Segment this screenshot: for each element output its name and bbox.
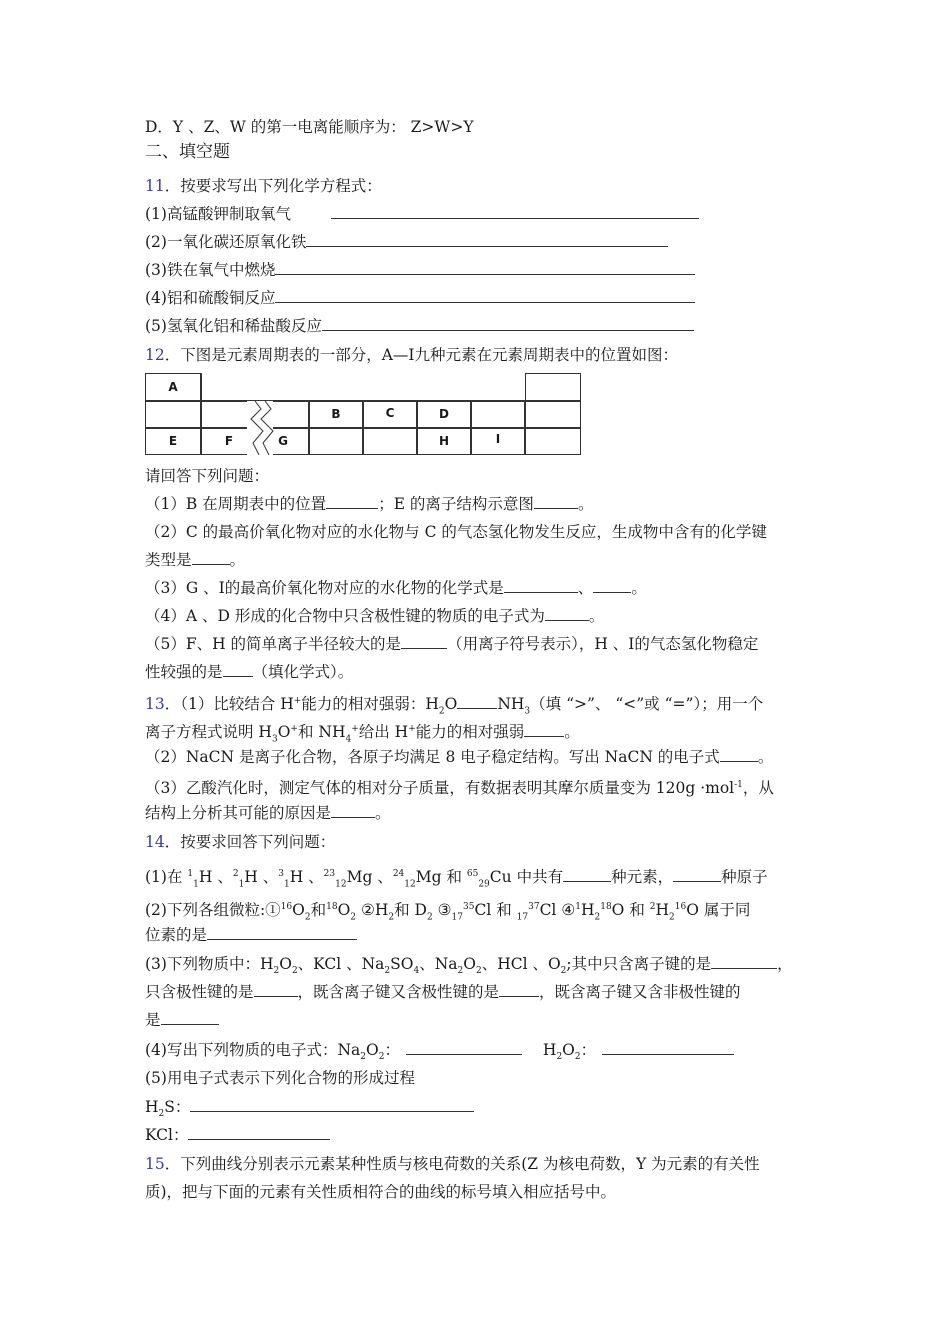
answer-blank[interactable] (326, 494, 378, 509)
answer-blank[interactable] (192, 550, 230, 565)
answer-blank[interactable] (188, 1125, 330, 1140)
q14-line1: (1)在 $^1_1$H 、$^2_1$H 、$^3_1$H 、$^{23}_{12}$Mg 、$^{24}_{12}$Mg 和 $^{65}_{29}$Cu 中共有 种元素， 种原子 (145, 868, 768, 890)
q14-line5: 只含极性键的是 ，既含离子键又含极性键的是 ，既含离子键又含非极性键的 (145, 983, 741, 1001)
cell-g: G (257, 428, 309, 455)
q11-item-2: (2)一氧化碳还原氧化铁 (145, 232, 668, 252)
cell-row1-gap (201, 373, 525, 401)
answer-blank[interactable] (322, 316, 694, 331)
cell-d: D (417, 401, 471, 428)
q13-number: 13 (145, 695, 165, 714)
q15-line1: 15．下列曲线分别表示元素某种性质与核电荷数的关系(Z 为核电荷数，Y 为元素的有关性 (145, 1155, 760, 1173)
q14-line3: 位素的是 (145, 925, 357, 945)
answer-blank[interactable] (499, 982, 539, 997)
answer-blank[interactable] (401, 634, 447, 649)
q12-part5-cont: 性较强的是 （填化学式）。 (145, 663, 354, 681)
answer-blank[interactable] (545, 606, 589, 621)
cell-b: B (309, 401, 363, 428)
q12-part1: （1）B 在周期表中的位置 ；E 的离子结构示意图 。 (145, 495, 594, 513)
q12-stem: 12．下图是元素周期表的一部分，A—I九种元素在元素周期表中的位置如图： (145, 346, 679, 364)
answer-blank[interactable] (602, 1040, 734, 1055)
q12-prompt: 请回答下列问题： (145, 467, 270, 485)
cell-top-right (525, 373, 581, 401)
answer-blank[interactable] (190, 1097, 474, 1112)
cell-row3-4 (309, 428, 363, 455)
answer-blank[interactable] (275, 260, 695, 275)
q13-line2: 离子方程式说明 $H_3O^+$和 $NH_4^+$给出 H+能力的相对强弱 。 (145, 723, 580, 745)
answer-blank[interactable] (711, 954, 777, 969)
answer-blank[interactable] (254, 982, 298, 997)
answer-blank[interactable] (563, 867, 611, 882)
q14-line4: (3)下列物质中：$H_2O_2$、KCl 、$Na_2SO_4$、$Na_2O_2$、HCl 、$O_2$;其中只含离子键的是 ， (145, 955, 793, 977)
q12-part3: （3）G 、I的最高价氧化物对应的水化物的化学式是 、 。 (145, 579, 647, 597)
q13-line1: 13．（1）比较结合 H+能力的相对强弱：$H_2O$ $NH_3$（填 “>”、 “<”或 “=”）；用一个 (145, 695, 764, 717)
cell-e: E (145, 428, 201, 455)
table-break-mark (241, 401, 281, 455)
cell-h: H (417, 428, 471, 455)
q12-part2: （2）C 的最高价氧化物对应的水化物与 C 的气态氢化物发生反应，生成物中含有的化学键 (145, 523, 767, 541)
cell-c: C (363, 401, 417, 428)
cell-row2-8 (525, 401, 581, 428)
answer-blank[interactable] (406, 1040, 522, 1055)
answer-blank[interactable] (275, 288, 695, 303)
q12-part5: （5）F、H 的简单离子半径较大的是 （用离子符号表示），H 、I的气态氢化物稳定 (145, 635, 759, 653)
answer-blank[interactable] (207, 925, 357, 940)
q11-number: 11 (145, 177, 165, 195)
cell-row2-7 (471, 401, 525, 428)
answer-blank[interactable] (504, 578, 578, 593)
q11-item-5: (5)氢氧化铝和稀盐酸反应 (145, 316, 694, 336)
q15-number: 15 (145, 1155, 165, 1173)
answer-blank[interactable] (524, 722, 564, 737)
q14-line9: $H_2S$： (145, 1097, 474, 1124)
answer-blank[interactable] (457, 694, 497, 709)
answer-blank[interactable] (673, 867, 721, 882)
periodic-table-fragment (145, 373, 581, 455)
q14-number: 14 (145, 833, 165, 851)
q13-line5: 结构上分析其可能的原因是 。 (145, 804, 391, 822)
q11-item-4: (4)铝和硫酸铜反应 (145, 288, 695, 308)
cell-i: I (471, 428, 525, 455)
q11-item-3: (3)铁在氧气中燃烧 (145, 260, 695, 280)
cell-row3-5 (363, 428, 417, 455)
q12-number: 12 (145, 346, 165, 364)
answer-blank[interactable] (161, 1010, 219, 1025)
answer-blank[interactable] (331, 803, 375, 818)
answer-blank[interactable] (223, 662, 253, 677)
answer-blank[interactable] (306, 232, 668, 247)
q12-part2-cont: 类型是 。 (145, 551, 246, 569)
q13-line3: （2）NaCN 是离子化合物，各原子均满足 8 电子稳定结构。写出 NaCN 的电子式 。 (145, 748, 774, 766)
q14-line8: (5)用电子式表示下列化合物的形成过程 (145, 1069, 415, 1087)
q14-stem: 14．按要求回答下列问题： (145, 833, 336, 851)
q11-stem: 11．按要求写出下列化学方程式： (145, 177, 382, 195)
q14-line10: KCl： (145, 1125, 330, 1145)
cell-row3-8 (525, 428, 581, 455)
section-title: 二、填空题 (145, 142, 230, 162)
q12-part4: （4）A 、D 形成的化合物中只含极性键的物质的电子式为 。 (145, 607, 605, 625)
cell-row2-1 (145, 401, 201, 428)
q14-line6: 是 (145, 1010, 219, 1030)
answer-blank[interactable] (331, 204, 699, 219)
answer-blank[interactable] (593, 578, 631, 593)
answer-blank[interactable] (720, 747, 758, 762)
q15-line2: 质)，把与下面的元素有关性质相符合的曲线的标号填入相应括号中。 (145, 1183, 617, 1201)
answer-blank[interactable] (534, 494, 578, 509)
q14-line2: (2)下列各组微粒$:①^{16}O_2$和$^{18}O_2$ $②H_2$和 $D_2$ $③_{17}^{35}Cl$ 和 $_{17}^{37}$Cl $④^1H_2^{18}O$ 和 $^2H_2^{16}O$ 属于同 (145, 901, 751, 923)
cell-a: A (145, 373, 201, 401)
q11-item-1: (1)高锰酸钾制取氧气 (145, 204, 699, 224)
q14-line7: (4)写出下列物质的电子式：$Na_2O_2$： $H_2O_2$： (145, 1040, 734, 1067)
option-d: D．Y 、Z、W 的第一电离能顺序为： Z>W>Y (145, 118, 474, 136)
cell-f: F (201, 428, 257, 455)
q13-line4: （3）乙酸汽化时，测定气体的相对分子质量，有数据表明其摩尔质量变为 120g ·mol$^{-1}$，从 (145, 779, 774, 798)
